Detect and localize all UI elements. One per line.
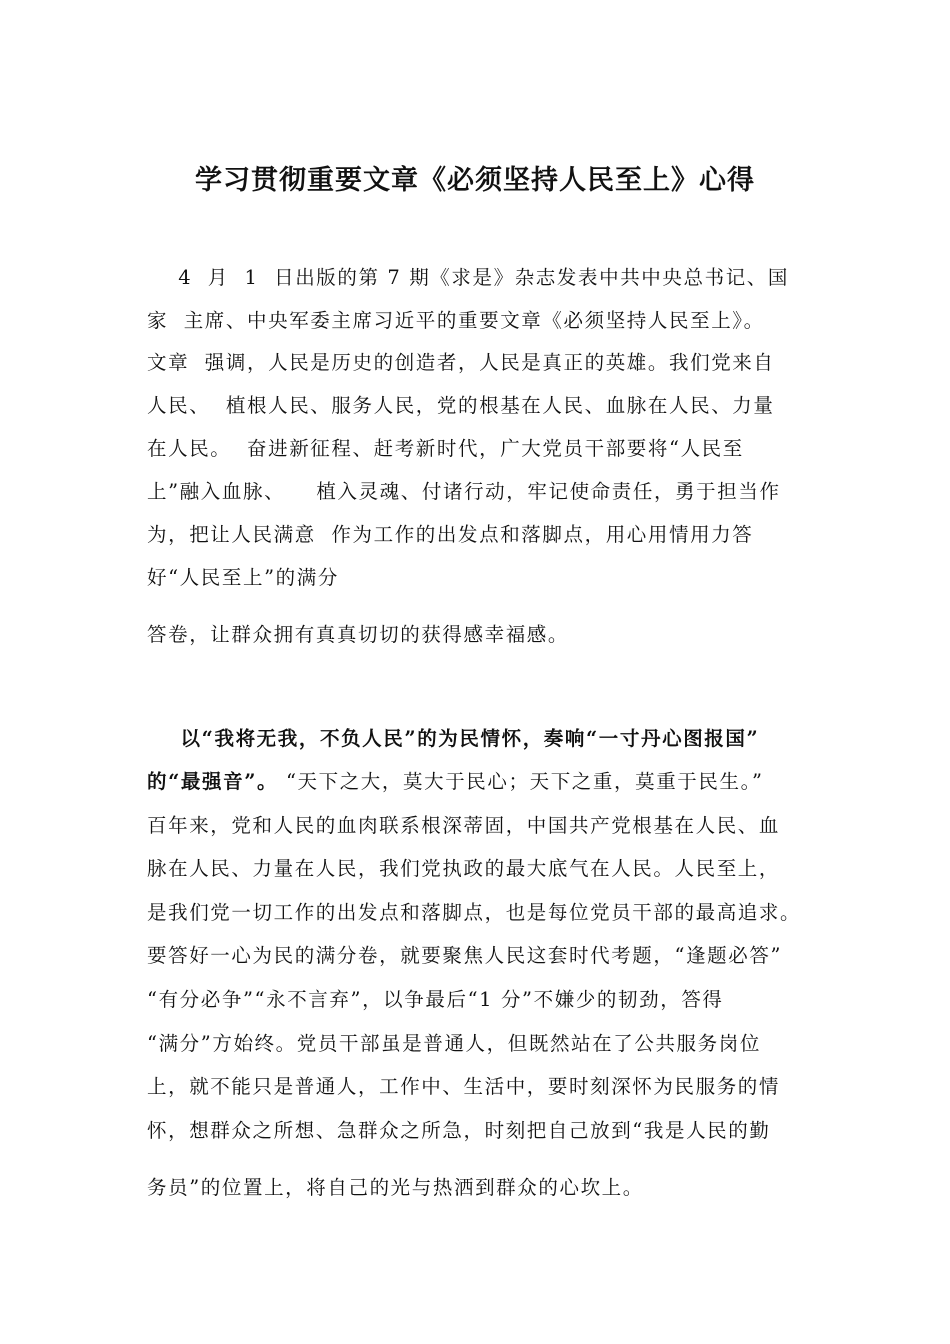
paragraph-1-line: 好“人民至上”的满分 [147, 566, 339, 589]
paragraph-2-line [147, 766, 764, 794]
paragraph-1-line: 上”融入血脉、 植入灵魂、付诸行动，牢记使命责任，勇于担当作 [147, 480, 781, 503]
paragraph-1-line: 为，把让人民满意 作为工作的出发点和落脚点，用心用情用力答 [147, 523, 754, 546]
paragraph-2-quote: “天下之大，莫大于民心；天下之重，莫重于民生。” [278, 770, 764, 793]
paragraph-1-line: 人民、 植根人民、服务人民，党的根基在人民、血脉在人民、力量 [147, 394, 775, 417]
paragraph-2-heading: 以“我将无我，不负人民”的为民情怀，奏响“一寸丹心图报国” [147, 727, 760, 750]
paragraph-2-line: “有分必争”“永不言弃”，以争最后“1 分”不嫌少的韧劲，答得 [147, 988, 724, 1011]
paragraph-2-line: 务员”的位置上，将自己的光与热洒到群众的心坎上。 [147, 1176, 644, 1199]
paragraph-1-line: 在人民。 奋进新征程、赶考新时代，广大党员干部要将“人民至 [147, 437, 744, 460]
paragraph-2-heading-end: 的“最强音”。 [147, 770, 279, 793]
document-title: 学习贯彻重要文章《必须坚持人民至上》心得 [195, 165, 755, 196]
paragraph-2-line: “满分”方始终。党员干部虽是普通人，但既然站在了公共服务岗位 [147, 1032, 761, 1055]
paragraph-1-line: 家 主席、中央军委主席习近平的重要文章《必须坚持人民至上》。 [147, 309, 765, 332]
paragraph-2-line: 百年来，党和人民的血肉联系根深蒂固，中国共产党根基在人民、血 [147, 814, 781, 837]
paragraph-2-line: 要答好一心为民的满分卷，就要聚焦人民这套时代考题，“逢题必答” [147, 944, 783, 967]
paragraph-1-line: 4 月 1 日出版的第 7 期《求是》杂志发表中共中央总书记、国 [147, 266, 790, 289]
paragraph-2-line: 上，就不能只是普通人，工作中、生活中，要时刻深怀为民服务的情 [147, 1075, 781, 1098]
paragraph-1-line: 答卷，让群众拥有真真切切的获得感幸福感。 [147, 623, 570, 646]
paragraph-2-line: 脉在人民、力量在人民，我们党执政的最大底气在人民。人民至上， [147, 857, 781, 880]
paragraph-2-line: 是我们党一切工作的出发点和落脚点，也是每位党员干部的最高追求。 [147, 901, 802, 924]
paragraph-1-line: 文章 强调，人民是历史的创造者，人民是真正的英雄。我们党来自 [147, 351, 775, 374]
paragraph-2-line: 怀，想群众之所想、急群众之所急，时刻把自己放到“我是人民的勤 [147, 1119, 771, 1142]
